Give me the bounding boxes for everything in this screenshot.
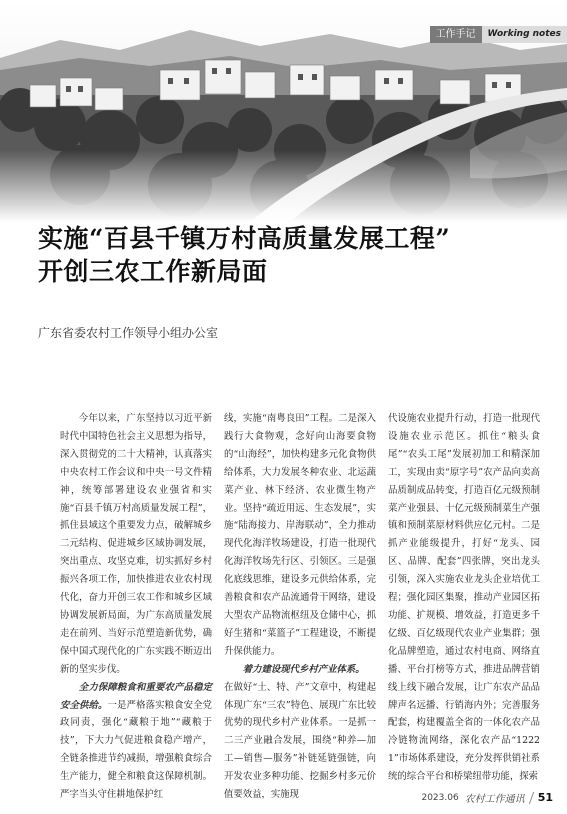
body-column-1 bbox=[60, 410, 212, 801]
body-paragraph: 线，实施“南粤良田”工程。二是深入践行大食物观，念好向山海要食物的“山海经”，加快构建多元化食物供给体系，大力发展冬种农业、北运蔬菜产业、林下经济、农业微生物产业。坚持“疏近用远、生态发展”，实施“陆海接力、岸海联动”，全力推动现代化海洋牧场建设，打造一批现代化海洋牧场先行区、引领区。三是强化底线思维，建设多元供给体系，完善粮食和农产品流通骨干网络，建设大型农产品物流枢纽及仓储中心，抓好生猪和“菜篮子”工程建设，不断提升保供能力。 bbox=[224, 413, 376, 657]
body-paragraph: 代设施农业提升行动，打造一批现代设施农业示范区。抓住“粮头食尾”“农头工尾”发展初加工和精深加工，实现由卖“原字号”农产品向卖高品质制成品转变，打造百亿元级预制菜产业强县、十亿元级预制菜生产强镇和预制菜原材料供应亿元村。二是抓产业能级提升，打好“龙头、园区、品牌、配套”四张牌，突出龙头引领，深入实施农业龙头企业培优工程；强化园区集聚，推动产业园区拓功能、扩规模、增效益，打造更多千亿级、百亿级现代农业产业集群；强化品牌塑造，通过农村电商、网络直播、平台打榜等方式，推进品牌营销线上线下融合发展，让广东农产品品牌声名远播、行销海内外；完善服务配套，构建覆盖全省的一体化农产品冷链物流网络，深化农产品“12221”市场体系建设，充分发挥供销社系统的综合平台和桥梁纽带功能，探索 bbox=[388, 413, 540, 783]
column-tag bbox=[430, 26, 567, 43]
issue-date: 2023.06 bbox=[421, 792, 459, 803]
divider bbox=[529, 792, 534, 804]
body-column-2 bbox=[224, 410, 376, 801]
article-author: 广东省委农村工作领导小组办公室 bbox=[38, 326, 219, 340]
section-heading: 着力建设现代乡村产业体系。 bbox=[242, 663, 365, 675]
page-footer bbox=[421, 790, 553, 805]
page-number: 51 bbox=[537, 791, 553, 804]
section-heading: 全力保障粮食和重要农产品稳定安全供给。 bbox=[60, 681, 212, 711]
journal-name: 农村工作通讯 bbox=[464, 794, 525, 805]
hero-photo bbox=[0, 0, 567, 222]
body-paragraph: 一是严格落实粮食安全党政同责，强化“藏粮于地”“藏粮于技”，下大力气促进粮食稳产增产，全链条推进节约减损，增强粮食综合生产能力，健全和粮食这保障机制。严字当头守住耕地保护红 bbox=[60, 699, 212, 801]
column-tag-en: Working notes bbox=[482, 26, 567, 43]
body-paragraph: 在做好“土、特、产”文章中，构建起体现广东“三农”特色、展现广东比较优势的现代乡村产业体系。一是抓一二三产业融合发展，围绕“种养—加工—销售—服务”补链延链强链，向开发农业多种功能、挖掘乡村多元价值要效益，实施现 bbox=[224, 681, 376, 801]
article-title bbox=[38, 222, 450, 288]
article-title-line1: 实施“百县千镇万村高质量发展工程” bbox=[38, 224, 451, 253]
body-paragraph: 今年以来，广东坚持以习近平新时代中国特色社会主义思想为指导，深入贯彻党的二十大精神，认真落实中央农村工作会议和中央一号文件精神，统筹部署建设农业强省和实施“百县千镇万村高质量发展工程”，抓住县域这个重要发力点，破解城乡二元结构、促进城乡区域协调发展，突出重点、攻坚克难，切实抓好乡村振兴各项工作，加快推进农业农村现代化，奋力开创三农工作和城乡区域协调发展新局面，为广东高质量发展走在前列、当好示范塑造新优势，确保中国式现代化的广东实践不断迈出新的坚实步伐。 bbox=[60, 413, 212, 675]
column-tag-cn: 工作手记 bbox=[430, 26, 482, 43]
article-title-line2: 开创三农工作新局面 bbox=[38, 257, 268, 286]
body-column-3 bbox=[388, 410, 540, 783]
